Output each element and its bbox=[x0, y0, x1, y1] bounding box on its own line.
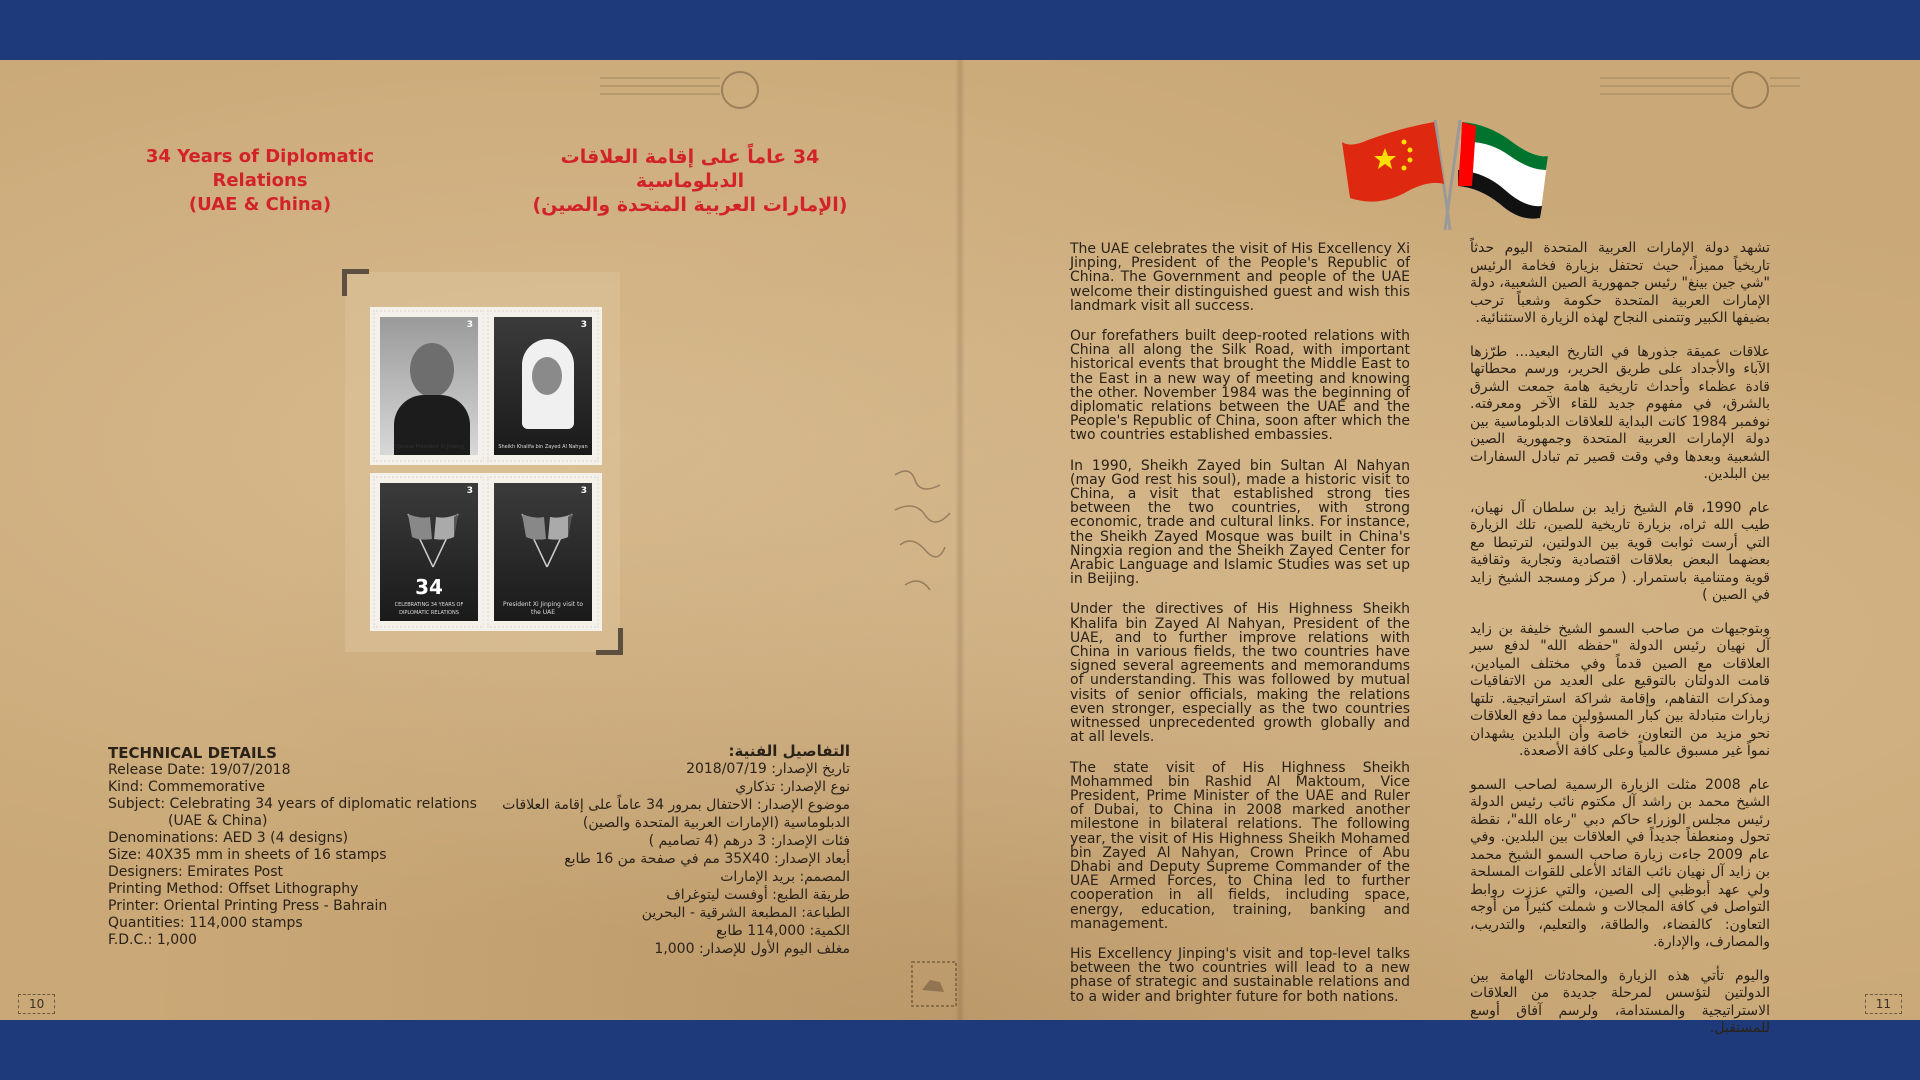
tech-release-date: Release Date: 19/07/2018 bbox=[108, 762, 291, 778]
stamp-caption: Chinese President Xi Jinping bbox=[394, 444, 464, 450]
stamp-celebrating-34 bbox=[373, 476, 485, 628]
title-english bbox=[100, 145, 420, 217]
postmark-decoration bbox=[600, 68, 760, 121]
uae-map-stamp-icon bbox=[910, 960, 960, 1010]
body-en-paragraph: The UAE celebrates the visit of His Excellency Xi Jinping, President of the People's Republic of China. The Government and people of the UAE welcome their distinguished guest and wish this landmark visit all success. bbox=[1070, 241, 1410, 314]
handwriting-icon bbox=[890, 465, 960, 615]
title-en-line2: (UAE & China) bbox=[188, 194, 332, 215]
crop-mark bbox=[596, 628, 623, 655]
stamp-value: 3 bbox=[580, 486, 587, 496]
body-ar-paragraph: عام 1990، قام الشيخ زايد بن سلطان آل نهيان، طيب الله ثراه، بزيارة تاريخية للصين، تلك الزيارة التي أرست ثوابت قوية بين الدولتين، لترتبطا مع بعضهما البعض بعلاقات اقتصادية وتجارية وثقافية قوية ومتنامية باستمرار. ( مركز ومسجد الشيخ زايد في الصين ) bbox=[1470, 499, 1771, 603]
tech-subject-cont: (UAE & China) bbox=[168, 813, 268, 829]
body-en-paragraph: Our forefathers built deep-rooted relations with China all along the Silk Road, with important historical events that brought the Middle East to the East in a new way of meeting and knowing the other. November 1984 was the beginning of diplomatic relations between the UAE and the People's Republic of China, soon after which the two countries established embassies. bbox=[1070, 328, 1410, 444]
uae-china-flags-icon bbox=[1340, 118, 1550, 238]
title-en-line1: 34 Years of Diplomatic Relations bbox=[145, 146, 375, 191]
body-ar-paragraph: علاقات عميقة جذورها في التاريخ البعيد... طرّزها الآباء والأجداد على طريق الحرير، ورسم محطاتها قادة عظماء وأحداث تاريخية هامة جمعت الشرق بالشرق، في مفهوم جديد للقاء الآخر ومعرفته. نوفمبر 1984 كانت البداية للعلاقات الدبلوماسية بين دولة الإمارات العربية المتحدة وجمهورية الصين الشعبية وبعدها وفي وقت قصير تم تبادل السفارات بين البلدين. bbox=[1470, 343, 1770, 482]
stamp-caption: President Xi Jinping visit to the UAE bbox=[502, 601, 584, 616]
tech-designers: Designers: Emirates Post bbox=[108, 864, 284, 880]
tech-quantities: Quantities: 114,000 stamps bbox=[108, 915, 303, 931]
tech-release-date-ar: تاريخ الإصدار: 2018/07/19 bbox=[686, 761, 850, 777]
tech-heading-ar: التفاصيل الفنية: bbox=[728, 742, 850, 760]
tech-fdc: F.D.C.: 1,000 bbox=[108, 932, 197, 948]
stamp-value: 3 bbox=[466, 320, 473, 330]
postmark-icon bbox=[1600, 68, 1800, 118]
postmark-decoration bbox=[1600, 68, 1800, 121]
tech-size-ar: أبعاد الإصدار: 35X40 مم في صفحة من 16 طابع bbox=[564, 851, 850, 867]
tech-heading: TECHNICAL DETAILS bbox=[108, 744, 277, 762]
flags-icon bbox=[502, 509, 592, 569]
tech-printing-method: Printing Method: Offset Lithography bbox=[108, 881, 359, 897]
title-ar-line1: 34 عاماً على إقامة العلاقات الدبلوماسية bbox=[560, 146, 820, 192]
title-ar-line2: (الإمارات العربية المتحدة والصين) bbox=[532, 194, 848, 216]
stamp-xi-visit bbox=[487, 476, 599, 628]
stamp-caption: Sheikh Khalifa bin Zayed Al Nahyan bbox=[498, 444, 588, 450]
tech-printer: Printer: Oriental Printing Press - Bahrain bbox=[108, 898, 388, 914]
right-page bbox=[960, 60, 1920, 1036]
tech-printing-method-ar: طريقة الطبع: أوفست ليتوغراف bbox=[666, 887, 850, 903]
body-ar-paragraph: واليوم تأتي هذه الزيارة والمحادثات الهامة بين الدولتين لتؤسس لمرحلة جديدة من العلاقات الاستراتيجية والمستدامة، ولرسم آفاق أوسع للمستقبل. bbox=[1470, 967, 1770, 1036]
tech-designers-ar: المصمم: بريد الإمارات bbox=[720, 869, 850, 885]
tech-denominations-ar: فئات الإصدار: 3 درهم (4 تصاميم ) bbox=[648, 833, 850, 849]
stamp-big-number: 34 bbox=[415, 575, 443, 599]
booklet-spread bbox=[0, 60, 1920, 1036]
stamp-value: 3 bbox=[466, 486, 473, 496]
tech-quantities-ar: الكمية: 114,000 طابع bbox=[715, 923, 850, 939]
tech-printer-ar: الطباعة: المطبعة الشرقية - البحرين bbox=[641, 905, 850, 921]
stamp-caption: CELEBRATING 34 YEARS OF DIPLOMATIC RELATIONS bbox=[394, 602, 464, 616]
page-number: 11 bbox=[1865, 994, 1902, 1014]
stamp-decoration bbox=[910, 960, 960, 1013]
left-page bbox=[0, 60, 960, 1020]
technical-details-en bbox=[108, 745, 488, 949]
body-en-paragraph: His Excellency Jinping's visit and top-level talks between the two countries will lead to a new phase of strategic and sustainable relations and to a wider and brighter future for both nations. bbox=[1070, 945, 1410, 1005]
body-ar-paragraph: وبتوجيهات من صاحب السمو الشيخ خليفة بن زايد آل نهيان رئيس الدولة "حفظه الله" لدفع سير العلاقات مع الصين قدماً وفي مختلف الميادين، قامت الدولتان بالتوقيع على العديد من الاتفاقيات ومذكرات التفاهم، وإقامة شراكة استراتيجية. تلتها زيارات متبادلة بين كبار المسؤولين مما دفع العلاقات نحو مزيد من التعاون، خاصة وأن البلدين يشهدان نمواً غير مسبوق عالمياً وعلى كافة الأصعدة. bbox=[1470, 620, 1770, 759]
tech-kind: Kind: Commemorative bbox=[108, 779, 266, 795]
body-ar-paragraph: تشهد دولة الإمارات العربية المتحدة اليوم حدثاً تاريخياً مميزاً، حيث تحتفل بزيارة فخامة الرئيس "شي جين بينغ" رئيس جمهورية الصين الشعبية، دولة الإمارات العربية المتحدة حكومة وشعباً ترحب بضيفها الكبير وتتمنى النجاح لهذه الزيارة الاستثنائية. bbox=[1470, 240, 1770, 326]
postmark-icon bbox=[600, 68, 760, 118]
handwriting-decoration bbox=[890, 465, 960, 627]
body-arabic bbox=[1470, 240, 1770, 1054]
stamp-sheikh-khalifa bbox=[487, 310, 599, 462]
stamp-xi-jinping bbox=[373, 310, 485, 462]
tech-denominations: Denominations: AED 3 (4 designs) bbox=[108, 830, 349, 846]
title-arabic bbox=[515, 145, 865, 217]
tech-kind-ar: نوع الإصدار: تذكاري bbox=[735, 779, 850, 795]
stamp-sheet bbox=[345, 272, 620, 652]
body-en-paragraph: The state visit of His Highness Sheikh Mohammed bin Rashid Al Maktoum, Vice President, Prime Minister of the UAE and Ruler of Dubai, to China in 2008 marked another milestone in bilateral relations. The following year, the visit of His Highness Sheikh Mohamed bin Zayed Al Nahyan, Crown Prince of Abu Dhabi and Deputy Supreme Commander of the UAE Armed Forces, to China led to further cooperation in all fields, including space, energy, education, training, banking and management. bbox=[1070, 759, 1410, 932]
flags-icon bbox=[388, 509, 478, 569]
tech-subject-ar: موضوع الإصدار: الاحتفال بمرور 34 عاماً على إقامة العلاقات الدبلوماسية (الإمارات العربية المتحدة والصين) bbox=[502, 797, 850, 831]
tech-subject: Subject: Celebrating 34 years of diplomatic relations bbox=[108, 796, 477, 812]
body-en-paragraph: Under the directives of His Highness Sheikh Khalifa bin Zayed Al Nahyan, President of the UAE, and to further improve relations with China in various fields, the two countries have signed several agreements and memorandums of understanding. This was followed by mutual visits of senior officials, making the relations even stronger, especially as the two countries witnessed unprecedented growth globally and at all levels. bbox=[1070, 601, 1410, 746]
body-ar-paragraph: عام 2008 مثلت الزيارة الرسمية لصاحب السمو الشيخ محمد بن راشد آل مكتوم نائب رئيس الدولة رئيس مجلس الوزراء حاكم دبي "رعاه الله"، نقطة تحول ومنعطفاً جديداً في العلاقات بين البلدين. وفي عام 2009 جاءت زيارة صاحب السمو الشيخ محمد بن زايد آل نهيان نائب القائد الأعلى للقوات المسلحة ولي عهد أبوظبي إلى الصين، والتي عززت روابط التواصل في كافة المجالات و شملت كثيراً من أوجه التعاون: كالفضاء، والطاقة، والتعليم، والتدريب، والمصارف، والإدارة. bbox=[1470, 776, 1770, 950]
stamp-value: 3 bbox=[580, 320, 587, 330]
tech-size: Size: 40X35 mm in sheets of 16 stamps bbox=[108, 847, 387, 863]
tech-fdc-ar: مغلف اليوم الأول للإصدار: 1,000 bbox=[654, 941, 850, 957]
technical-details-ar bbox=[495, 742, 850, 958]
body-en-paragraph: In 1990, Sheikh Zayed bin Sultan Al Nahyan (may God rest his soul), made a historic visit to China, a visit that established strong ties between the two countries, with strong economic, trade and cultural links. For instance, the Sheikh Zayed Mosque was built in China's Ningxia region and the Sheikh Zayed Center for Arabic Language and Islamic Studies was set up in Beijing. bbox=[1070, 457, 1410, 588]
body-english bbox=[1070, 242, 1410, 1020]
portrait-icon bbox=[410, 343, 454, 397]
crop-mark bbox=[342, 269, 369, 296]
page-number: 10 bbox=[18, 994, 55, 1014]
